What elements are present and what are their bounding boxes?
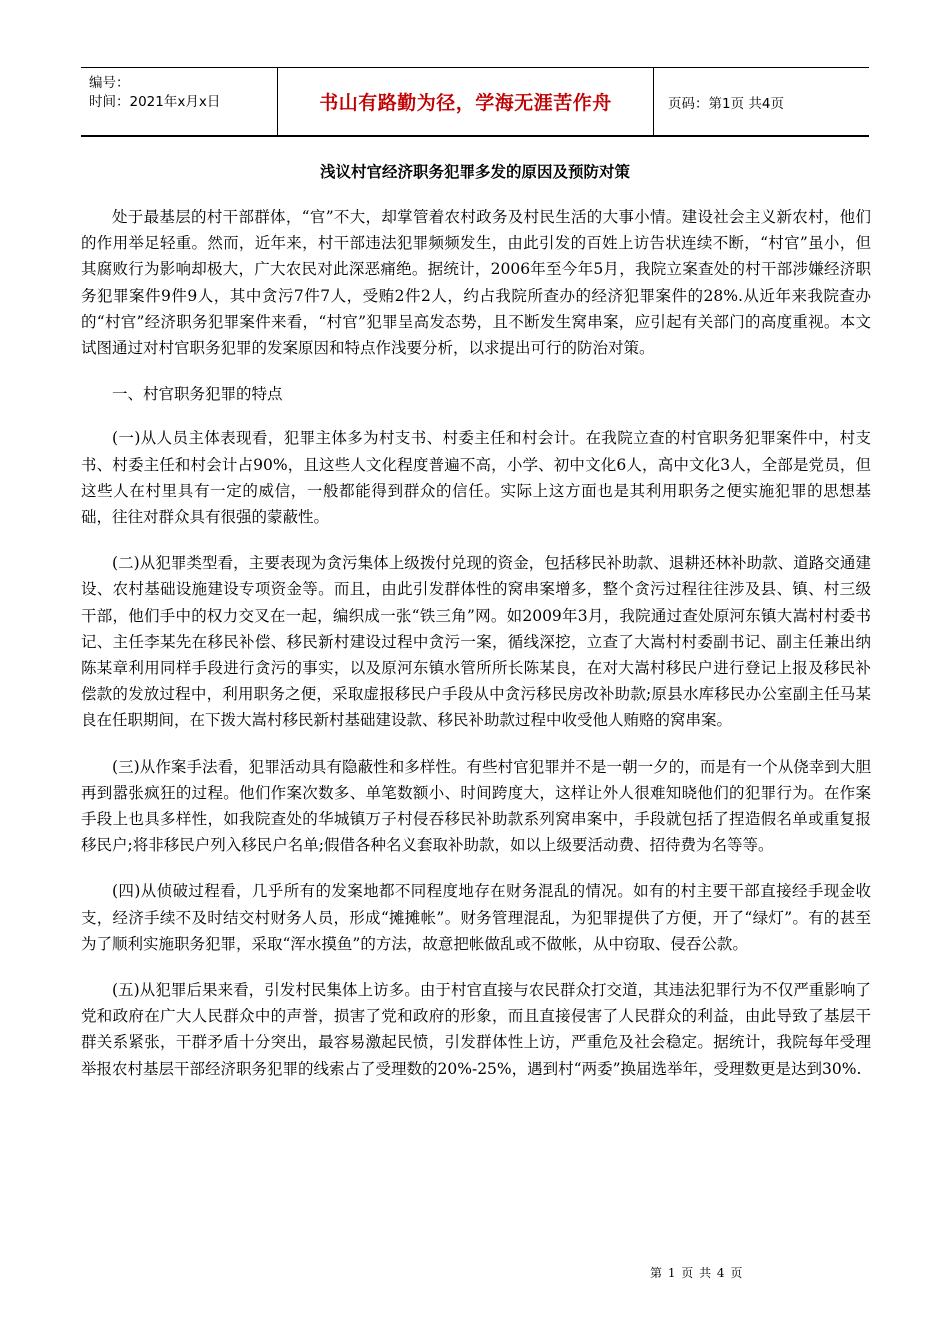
document-header xyxy=(81,67,869,137)
point-paragraph-4: (四)从侦破过程看，几乎所有的发案地都不同程度地存在财务混乱的情况。如有的村主要干部直接经手现金收支，经济手续不及时结交村财务人员，形成“摊摊帐”。财务管理混乱，为犯罪提供了方便，开了“绿灯”。有的甚至为了顺利实施职务犯罪，采取“浑水摸鱼”的方法，故意把帐做乱或不做帐，从中窃取、侵吞公款。 xyxy=(81,882,871,953)
intro-paragraph: 处于最基层的村干部群体，“官”不大，却掌管着农村政务及村民生活的大事小情。建设社会主义新农村，他们的作用举足轻重。然而，近年来，村干部违法犯罪频频发生，由此引发的百姓上访告状连续不断，“村官”虽小，但其腐败行为影响却极大，广大农民对此深恶痛绝。据统计，2006年至今年5月，我院立案查处的村干部涉嫌经济职务犯罪案件9件9人，其中贪污7件7人，受贿2件2人，约占我院所查办的经济犯罪案件的28%.从近年来我院查办的“村官”经济职务犯罪案件来看，“村官”犯罪呈高发态势，且不断发生窝串案，应引起有关部门的高度重视。本文试图通过对村官职务犯罪的发案原因和特点作浅要分析，以求提出可行的防治对策。 xyxy=(81,208,871,358)
section-heading: 一、村官职务犯罪的特点 xyxy=(112,385,283,404)
point-paragraph-1: (一)从人员主体表现看，犯罪主体多为村支书、村委主任和村会计。在我院立查的村官职务犯罪案件中，村支书、村委主任和村会计占90%，且这些人文化程度普遍不高，小学、初中文化6人，高中文化3人，全部是党员，但这些人在村里具有一定的威信，一般都能得到群众的信任。实际上这方面也是其利用职务之便实施犯罪的思想基础，往往对群众具有很强的蒙蔽性。 xyxy=(81,429,871,527)
point-paragraph-5: (五)从犯罪后果来看，引发村民集体上访多。由于村官直接与农民群众打交道，其违法犯罪行为不仅严重影响了党和政府在广大人民群众中的声誉，损害了党和政府的形象，而且直接侵害了人民群众的利益，由此导致了基层干群关系紧张，干群矛盾十分突出，最容易激起民愤，引发群体性上访，严重危及社会稳定。据统计，我院每年受理举报农村基层干部经济职务犯罪的线索占了受理数的20%-25%，遇到村“两委”换届选举年，受理数更是达到30%. xyxy=(81,981,871,1078)
header-meta xyxy=(81,68,278,135)
page-footer: 第 1 页 共 4 页 xyxy=(650,1266,744,1280)
document-number-label: 编号： xyxy=(89,75,130,91)
header-page-info: 页码：第1页 共4页 xyxy=(668,95,784,112)
document-date-label: 时间：2021年x月x日 xyxy=(89,94,221,110)
document-body xyxy=(81,204,871,1102)
point-paragraph-3: (三)从作案手法看，犯罪活动具有隐蔽性和多样性。有些村官犯罪并不是一朝一夕的，而是有一个从侥幸到大胆再到嚣张疯狂的过程。他们作案次数多、单笔数额小、时间跨度大，这样让外人很难知晓他们的犯罪行为。在作案手段上也具多样性，如我院查处的华城镇万子村侵吞移民补助款系列窝串案中，手段就包括了捏造假名单或重复报移民户;将非移民户列入移民户名单;假借各种名义套取补助款，如以上级要活动费、招待费为名等等。 xyxy=(81,757,871,855)
point-paragraph-2: (二)从犯罪类型看，主要表现为贪污集体上级拨付兑现的资金，包括移民补助款、退耕还林补助款、道路交通建设、农村基础设施建设专项资金等。而且，由此引发群体性的窝串案增多，整个贪污过程往往涉及县、镇、村三级干部，他们手中的权力交叉在一起，编织成一张“铁三角”网。如2009年3月，我院通过查处原河东镇大嵩村村委书记、主任李某先在移民补偿、移民新村建设过程中贪污一案，循线深挖，立查了大嵩村村委副书记、副主任兼出纳陈某章利用同样手段进行贪污的事实，以及原河东镇水管所所长陈某良，在对大嵩村移民户进行登记上报及移民补偿款的发放过程中，利用职务之便，采取虚报移民户手段从中贪污移民房改补助款;原县水库移民办公室副主任马某良在任职期间，在下拨大嵩村移民新村基础建设款、移民补助款过程中收受他人贿赂的窝串案。 xyxy=(81,554,871,730)
document-title: 浅议村官经济职务犯罪多发的原因及预防对策 xyxy=(319,163,630,181)
header-motto: 书山有路勤为径，学海无涯苦作舟 xyxy=(278,68,654,135)
